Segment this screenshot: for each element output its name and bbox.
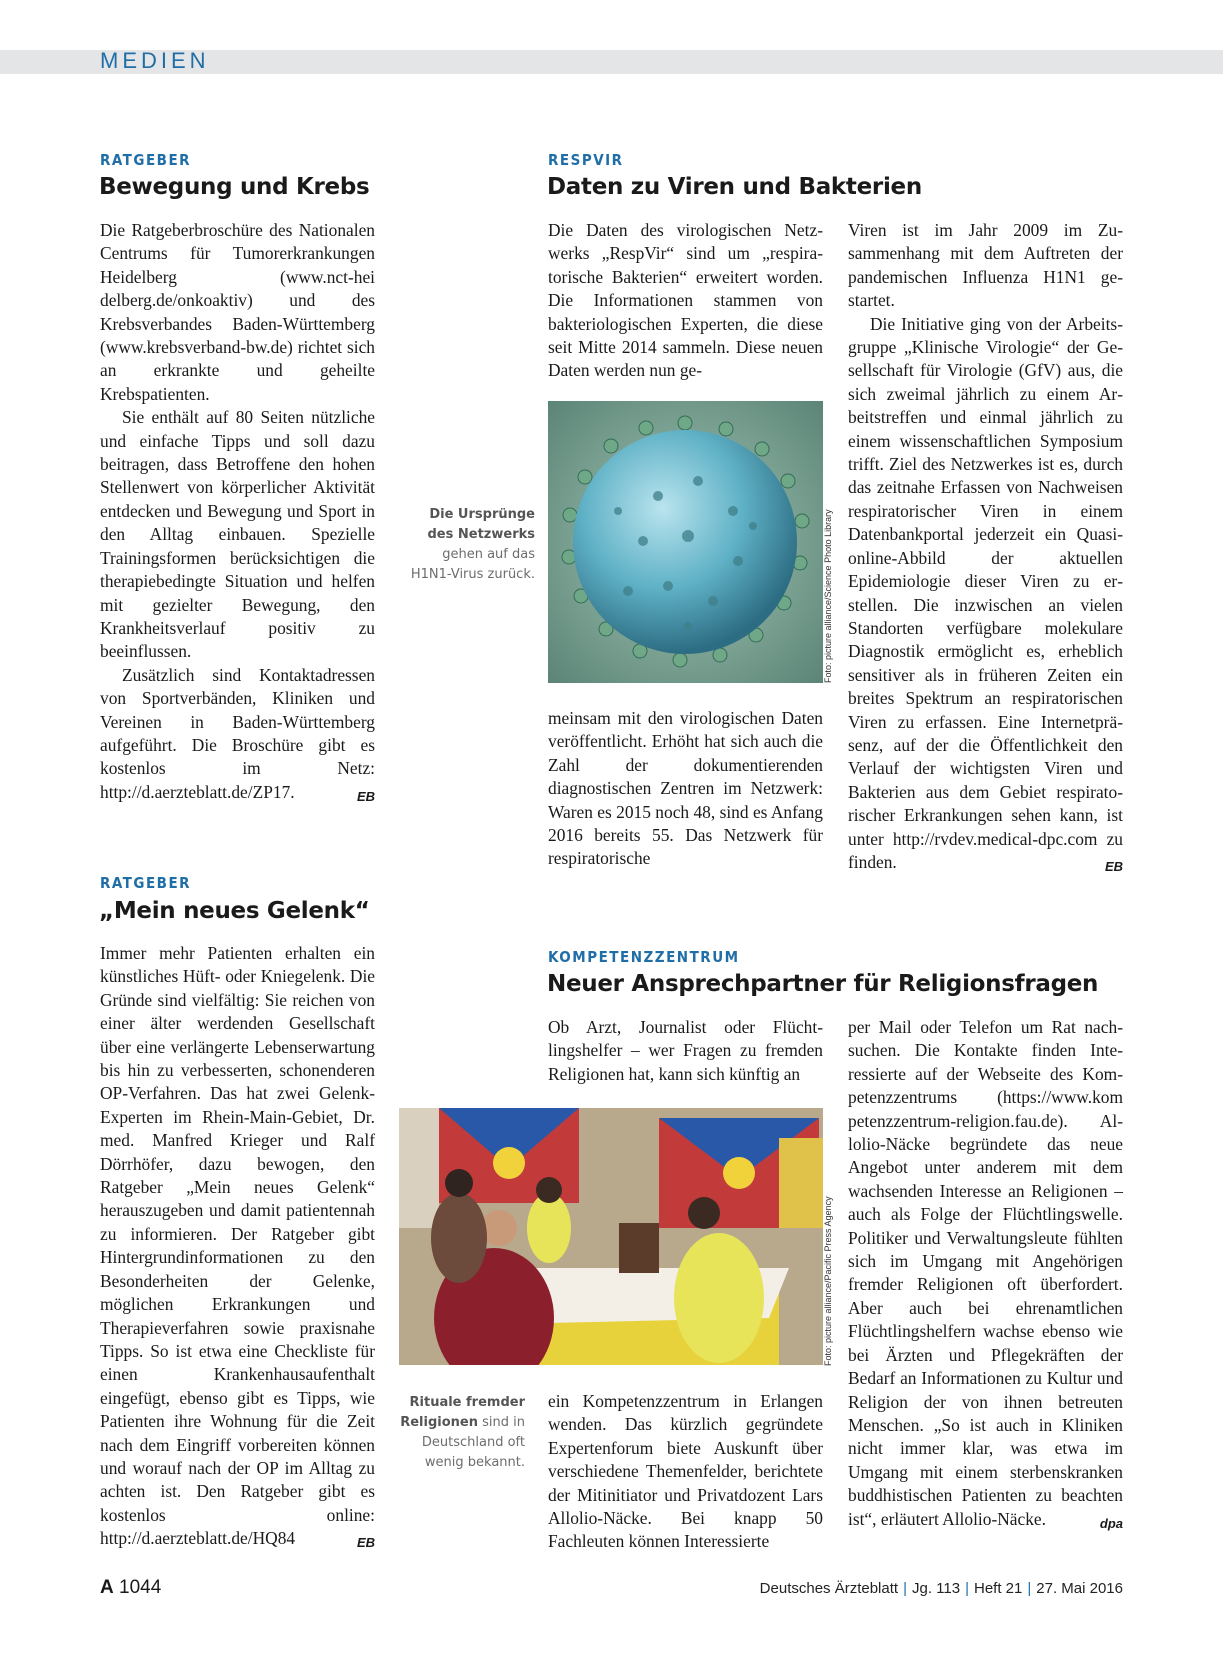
- article4-title: Neuer Ansprechpartner für Religionsfragen: [547, 971, 1099, 997]
- ritual-photo: [399, 1108, 823, 1365]
- virus-photo-caption: [405, 505, 535, 585]
- article3-col-a-bottom: [548, 707, 823, 871]
- article3-col-a-top: [548, 219, 823, 383]
- virus-photo-credit: Foto: picture alliance/Science Photo Library: [823, 509, 833, 683]
- article4-col-b: [848, 1016, 1123, 1535]
- article1-paragraph: Die Ratgeberbroschüre des Nationalen Centrums für Tumorerkrankungen Heidelberg (www.nct-hei delberg.de/onkoaktiv) und des Krebsverbandes Baden-Württemberg (www.krebsverband-bw.de) richtet sich an erkrankte und geheilte Krebspatienten.: [100, 220, 375, 404]
- page-number: [100, 1577, 161, 1599]
- ritual-scene-icon: [399, 1108, 823, 1365]
- journal-name: Deutsches Ärzteblatt: [759, 1580, 899, 1597]
- page-number-value: 1044: [119, 1577, 162, 1598]
- article4-kicker: KOMPETENZZENTRUM: [548, 948, 740, 966]
- journal-issue: Heft 21: [973, 1580, 1023, 1597]
- article3-paragraph: Die Initiative ging von der Arbeitsgruppe „Klinische Virologie“ der Gesellschaft für Virologie (GfV) aus, die sich zweimal jährlich zu einem Arbeitstreffen und einmal jährlich zu einem wissenschaftlichen Symposium trifft. Ziel des Netzwerkes ist es, durch das zeitnahe Erfassen von Nachweisen respiratorischer Viren in einem Datenbankportal jederzeit ein Quasi-online-Abbild der aktuellen Epidemiologie dieser Viren zu erstellen. Die inzwischen an vielen Standorten verfügbare molekulare Diagnostik ermöglicht es, erheblich sensitiver als in früheren Zeiten ein breites Spektrum an respiratorischen Viren zu erfassen. Eine Internetpräsenz, auf der die Öffentlichkeit den Verlauf der wichtigsten Viren und Bakterien aus dem Gebiet respiratorischer Erkrankungen sehen kann, ist unter http://rvdev.medical-dpc.com zu finden.: [848, 313, 1123, 872]
- article4-paragraph: Ob Arzt, Journalist oder Flüchtlingshelfer – wer Fragen zu fremden Religionen hat, kann sich künftig an: [548, 1017, 823, 1084]
- article1-title: Bewegung und Krebs: [99, 174, 370, 200]
- article3-signature: EB: [1104, 858, 1123, 874]
- article1-paragraph: Zusätzlich sind Kontaktadressen von Sportverbänden, Kliniken und Vereinen in Baden-Württemberg aufgeführt. Die Broschüre gibt es kostenlos im Netz: http://d.aerzteblatt.de/ZP17.: [100, 664, 375, 802]
- virus-illustration-icon: [548, 401, 823, 683]
- article1-body: [100, 219, 375, 808]
- article3-paragraph: Die Daten des virologischen Netzwerks „RespVir“ sind um „respiratorische Bakterien“ erweitert worden. Die Informationen stammen von bakteriologischen Experten, die diese seit Mitte 2014 sammeln. Diese neuen Daten werden nun ge-: [548, 220, 823, 381]
- journal-footer: Deutsches Ärzteblatt | Jg. 113 | Heft 21 | 27. Mai 2016: [759, 1580, 1123, 1597]
- article1-signature: EB: [356, 788, 375, 804]
- article4-signature: dpa: [1099, 1515, 1123, 1531]
- article2-title: „Mein neues Gelenk“: [99, 898, 370, 924]
- article2-paragraph: Immer mehr Patienten erhalten ein künstliches Hüft- oder Kniegelenk. Die Gründe sind vielfältig: Sie reichen von einer älter werdenden Gesellschaft über eine verlängerte Lebenserwartung bis hin zu verbesserten, schonenderen OP-Verfahren. Das hat zwei Gelenk-Experten im Rhein-Main-Gebiet, Dr. med. Manfred Krieger und Ralf Dörrhöfer, dazu bewogen, den Ratgeber „Mein neues Gelenk“ herauszugeben und damit patientennah zu informieren. Der Ratgeber gibt Hintergrundinformationen zu den Besonderheiten der Gelenke, möglichen Erkrankungen und Therapieverfahren sowie praxisnahe Tipps. So ist etwa eine Checkliste für einen Krankenhausaufenthalt eingefügt, ebenso gibt es Tipps, wie Patienten ihre Wohnung für die Zeit nach dem Eingriff vorbereiten können und worauf nach der OP im Alltag zu achten ist. Den Ratgeber gibt es kostenlos online: http://d.aerzteblatt.de/HQ84: [100, 943, 375, 1549]
- ritual-photo-caption: [395, 1393, 525, 1473]
- article2-signature: EB: [356, 1535, 375, 1551]
- article4-col-a-bottom: [548, 1390, 823, 1554]
- virus-caption-text: gehen auf das H1N1-Virus zurück.: [410, 547, 535, 582]
- article3-kicker: RESPVIR: [548, 151, 624, 169]
- journal-volume: Jg. 113: [911, 1580, 961, 1597]
- article2-kicker: RATGEBER: [100, 874, 192, 892]
- article3-paragraph: meinsam mit den virologischen Daten veröffentlicht. Erhöht hat sich auch die Zahl der dokumentierenden diagnostischen Zentren im Netzwerk: Waren es 2015 noch 48, sind es Anfang 2016 bereits 55. Das Netzwerk für respiratorische: [548, 708, 823, 869]
- article4-paragraph: per Mail oder Telefon um Rat nachsuchen. Die Kontakte finden Interessierte auf der Webseite des Kompetenzzentrums (https://www.kom petenzzentrum-religion.fau.de). Allolio-Näcke begründete das neue Angebot unter anderem mit dem wachsenden Interesse an Religionen – auch als Folge der Flüchtlingswelle. Politiker und Verwaltungsleute fühlten sich im Umgang mit Angehörigen fremder Religionen oft überfordert. Aber auch bei ehrenamtlichen Flüchtlingshelfern wachse ebenso wie bei Ärzten und Pflegekräften der Bedarf an Informationen zu Kultur und Religion der von ihnen betreuten Menschen. „So ist auch in Kliniken nicht immer klar, was etwa im Umgang mit einem sterbenskranken buddhistischen Patienten zu beachten ist“, erläutert Allolio-Näcke.: [848, 1017, 1123, 1529]
- article4-paragraph: ein Kompetenzzentrum in Erlangen wenden. Das kürzlich gegründete Expertenforum biete Auskunft über verschiedene Themenfelder, berichtete der Mitinitiator und Privatdozent Lars Allolio-Näcke. Bei knapp 50 Fachleuten können Interessierte: [548, 1391, 823, 1552]
- article3-paragraph: Viren ist im Jahr 2009 im Zusammenhang mit dem Auftreten der pandemischen Influenza H1N1 gestartet.: [848, 220, 1123, 311]
- ritual-caption-bold: Rituale fremder Religionen: [400, 1395, 525, 1430]
- article2-body: [100, 942, 375, 1555]
- page-prefix: A: [100, 1577, 114, 1598]
- article3-col-b: [848, 219, 1123, 878]
- ritual-photo-credit: Foto: picture alliance/Pacific Press Agency: [823, 1196, 833, 1366]
- virus-caption-bold: Die Ursprünge des Netzwerks: [427, 507, 535, 542]
- journal-date: 27. Mai 2016: [1036, 1580, 1123, 1597]
- article3-title: Daten zu Viren und Bakterien: [547, 174, 922, 200]
- ritual-caption-text: sind in Deutschland oft wenig bekannt.: [421, 1415, 525, 1470]
- section-label: MEDIEN: [100, 48, 210, 73]
- article1-paragraph: Sie enthält auf 80 Seiten nützliche und einfache Tipps und soll dazu beitragen, dass Betroffene den hohen Stellenwert von körperlicher Aktivität entdecken und Bewegung und Sport in den Alltag einbauen. Spezielle Trainingsformen berücksichtigen die therapiebedingte Situation und helfen mit gezielter Bewegung, den Krankheitsverlauf positiv zu beeinflussen.: [100, 407, 375, 662]
- virus-photo: [548, 401, 823, 683]
- article4-col-a-top: [548, 1016, 823, 1086]
- article1-kicker: RATGEBER: [100, 151, 192, 169]
